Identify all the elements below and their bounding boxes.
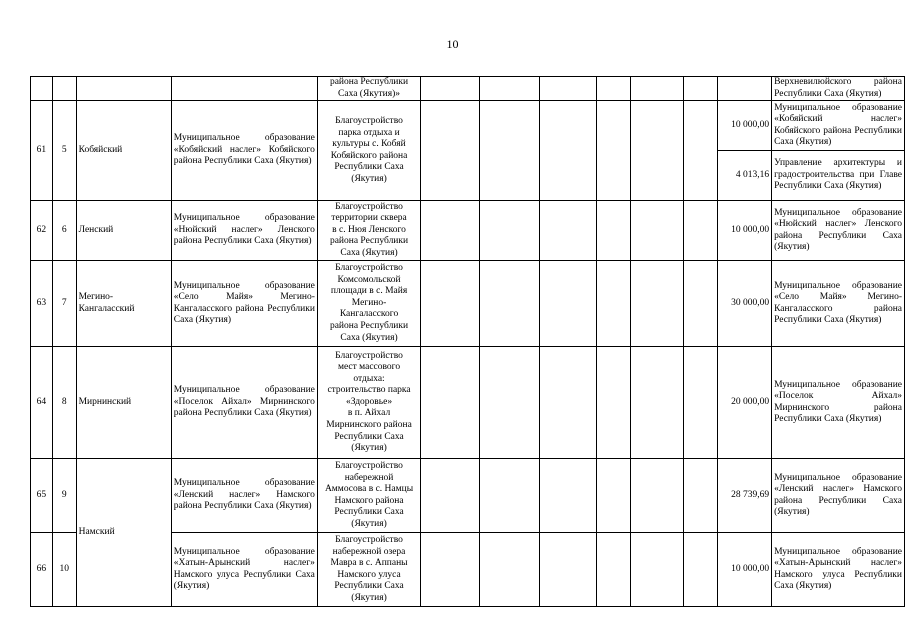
sub-number: 9: [52, 459, 76, 533]
district-cell: Ленский: [76, 201, 171, 261]
sub-number: 10: [52, 533, 76, 607]
project-cell: Благоустройство территории сквера в с. Нюя Ленского района Республики Саха (Якутия): [317, 201, 420, 261]
amount-cell: 4 013,16: [717, 151, 771, 201]
amount-cell: 30 000,00: [717, 261, 771, 347]
project-cell: Благоустройство мест массового отдыха: строительство парка «Здоровье» в п. Айхал Мирнинского района Республики Саха (Якутия): [317, 347, 420, 459]
recipient-cell: Муниципальное образование «Хатын-Арынский наслег» Намского улуса Республики Саха (Якутия): [772, 533, 905, 607]
row-number: 61: [31, 101, 53, 201]
recipient-cell: Муниципальное образование «Ленский наслег» Намского района Республики Саха (Якутия): [772, 459, 905, 533]
amount-cell: 10 000,00: [717, 533, 771, 607]
row-number: 65: [31, 459, 53, 533]
sub-number: 7: [52, 261, 76, 347]
table-row: [31, 459, 905, 533]
table-row: [31, 101, 905, 151]
project-cell: Благоустройство Комсомольской площади в с. Майя Мегино- Кангаласского района Республики Саха (Якутия): [317, 261, 420, 347]
recipient-cell: Муниципальное образование «Поселок Айхал» Мирнинского района Республики Саха (Якутия): [772, 347, 905, 459]
recipient-cell: Муниципальное образование «Село Майя» Мегино-Кангаласского района Республики Саха (Якутия): [772, 261, 905, 347]
sub-number: 5: [52, 101, 76, 201]
table-row-continued: [31, 77, 905, 101]
municipality-cell: Муниципальное образование «Ленский наслег» Намского района Республики Саха (Якутия): [171, 459, 317, 533]
project-cell: Благоустройство набережной озера Мавра в с. Аппаны Намского улуса Республики Саха (Якутия): [317, 533, 420, 607]
municipality-cell: Муниципальное образование «Село Майя» Мегино-Кангаласского района Республики Саха (Якутия): [171, 261, 317, 347]
sub-number: 6: [52, 201, 76, 261]
table-row: [31, 201, 905, 261]
amount-cell: 10 000,00: [717, 101, 771, 151]
district-cell: Намский: [76, 459, 171, 607]
project-cell: Благоустройство набережной Аммосова в с. Намцы Намского района Республики Саха (Якутия): [317, 459, 420, 533]
municipality-cell: Муниципальное образование «Поселок Айхал» Мирнинского района Республики Саха (Якутия): [171, 347, 317, 459]
recipient-cell: Верхневилюйского района Республики Саха (Якутия): [772, 77, 905, 101]
municipality-cell: Муниципальное образование «Нюйский наслег» Ленского района Республики Саха (Якутия): [171, 201, 317, 261]
table-row: [31, 347, 905, 459]
recipient-cell: Управление архитектуры и градостроительства при Главе Республики Саха (Якутия): [772, 151, 905, 201]
recipient-cell: Муниципальное образование «Кобяйский наслег» Кобяйского района Республики Саха (Якутия): [772, 101, 905, 151]
amount-cell: 20 000,00: [717, 347, 771, 459]
amount-cell: 10 000,00: [717, 201, 771, 261]
amount-cell: 28 739,69: [717, 459, 771, 533]
sub-number: 8: [52, 347, 76, 459]
page-number: 10: [446, 37, 459, 51]
project-cell: Благоустройство парка отдыха и культуры с. Кобяй Кобяйского района Республики Саха (Якутия): [317, 101, 420, 201]
row-number: 64: [31, 347, 53, 459]
district-cell: Кобяйский: [76, 101, 171, 201]
row-number: 66: [31, 533, 53, 607]
funding-table: [30, 76, 905, 607]
project-cell: района Республики Саха (Якутия)»: [317, 77, 420, 101]
municipality-cell: Муниципальное образование «Кобяйский наслег» Кобяйского района Республики Саха (Якутия): [171, 101, 317, 201]
row-number: 63: [31, 261, 53, 347]
recipient-cell: Муниципальное образование «Нюйский наслег» Ленского района Республики Саха (Якутия): [772, 201, 905, 261]
district-cell: Мегино- Кангаласский: [76, 261, 171, 347]
district-cell: Мирнинский: [76, 347, 171, 459]
table-row: [31, 261, 905, 347]
municipality-cell: Муниципальное образование «Хатын-Арынский наслег» Намского улуса Республики Саха (Якутия): [171, 533, 317, 607]
row-number: 62: [31, 201, 53, 261]
